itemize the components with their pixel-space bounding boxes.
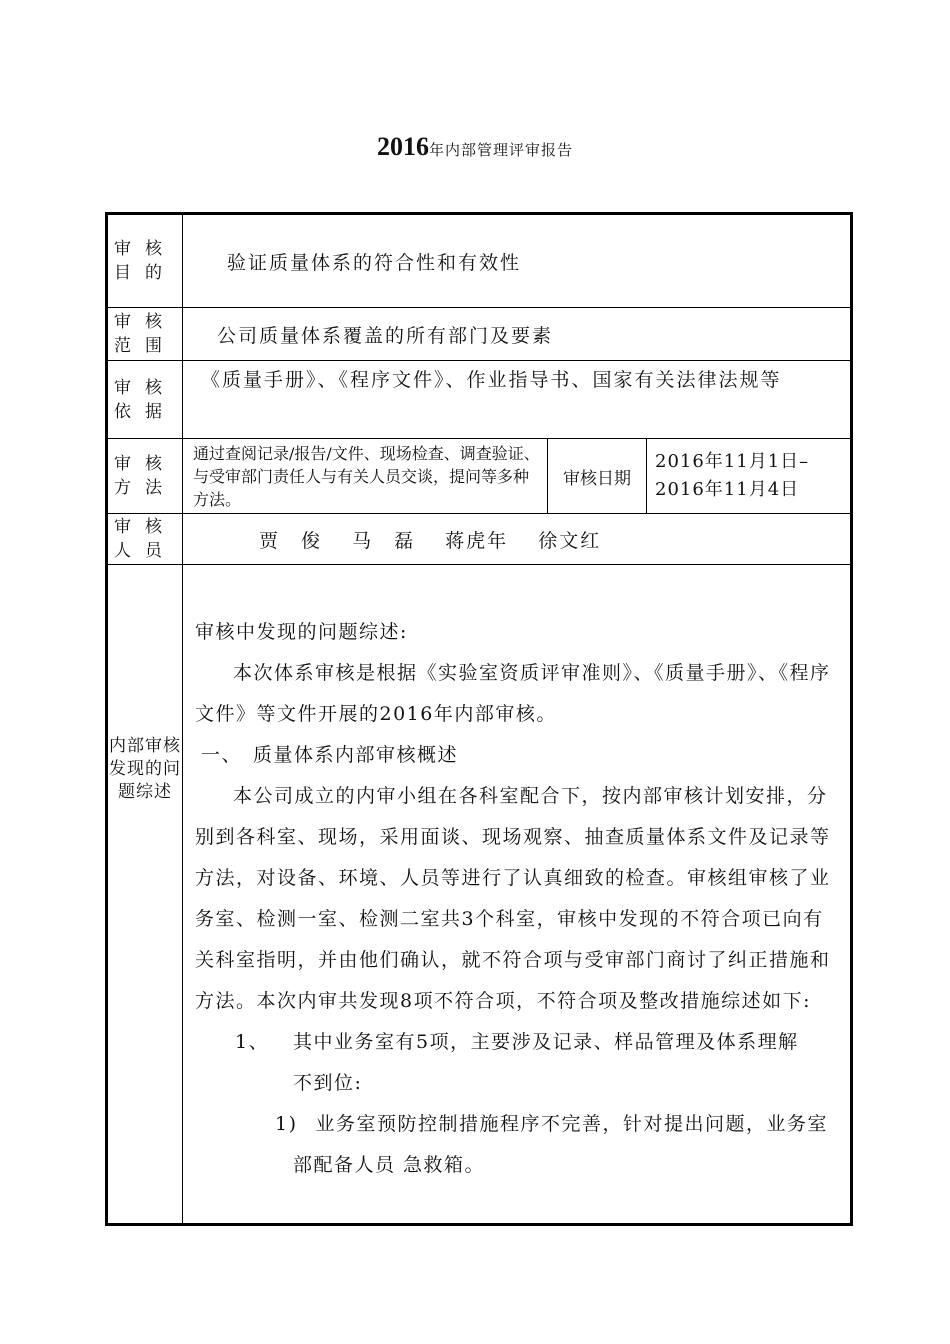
- item-number: 1、: [235, 1031, 270, 1053]
- label-basis: 审核依据: [107, 361, 183, 439]
- label-purpose: 审核目的: [107, 214, 183, 308]
- findings-item: [195, 1022, 844, 1063]
- row-findings: [107, 565, 852, 1225]
- title-text: 年内部管理评审报告: [428, 141, 573, 159]
- item-text: 其中业务室有5项，主要涉及记录、样品管理及体系理解: [293, 1031, 799, 1053]
- subitem-text: 业务室预防控制措施程序不完善，针对提出问题，业务室: [315, 1113, 829, 1135]
- auditor-name: 马 磊: [352, 529, 416, 552]
- value-scope: 公司质量体系覆盖的所有部门及要素: [183, 308, 852, 361]
- row-purpose: [107, 214, 852, 308]
- row-basis: [107, 361, 852, 439]
- findings-item-continuation: 不到位:: [293, 1072, 363, 1094]
- label-scope: 审核范围: [107, 308, 183, 361]
- row-people: [107, 514, 852, 565]
- value-date: [647, 439, 852, 514]
- label-people: 审核人员: [107, 514, 183, 565]
- findings-paragraph: 本公司成立的内审小组在各科室配合下，按内部审核计划安排，分别到各科室、现场，采用面谈、现场观察、抽查质量体系文件及记录等方法，对设备、环境、人员等进行了认真细致的检查。审核组审核了业务室、检测一室、检测二室共3个科室，审核中发现的不符合项已向有关科室指明，并由他们确认，就不符合项与受审部门商讨了纠正措施和方法。本次内审共发现8项不符合项，不符合项及整改措施综述如下:: [195, 785, 831, 1012]
- page-title: [0, 132, 950, 162]
- auditor-name: 徐文红: [538, 529, 602, 552]
- auditor-name: 贾 俊: [259, 529, 323, 552]
- findings-subitem-continuation: 部配备人员 急救箱。: [293, 1154, 486, 1176]
- findings-section-heading: 一、 质量体系内部审核概述: [201, 744, 459, 766]
- auditor-name: 蒋虎年: [445, 529, 509, 552]
- label-findings: 内部审核发现的问题综述: [107, 565, 183, 1225]
- label-method: 审核方法: [107, 439, 183, 514]
- findings-paragraph: 本次体系审核是根据《实验室资质评审准则》、《质量手册》、《程序文件》等文件开展的2016年内部审核。: [195, 662, 831, 725]
- row-scope: [107, 308, 852, 361]
- value-people: [183, 514, 852, 565]
- value-method: 通过查阅记录/报告/文件、现场检查、调查验证、与受审部门责任人与有关人员交谈，提问等多种方法。: [183, 439, 548, 514]
- findings-heading: 审核中发现的问题综述:: [195, 621, 408, 643]
- value-basis: 《质量手册》、《程序文件》、作业指导书、国家有关法律法规等: [183, 361, 852, 439]
- review-report-table: [105, 212, 853, 1226]
- label-date: 审核日期: [548, 439, 647, 514]
- row-method: [107, 439, 852, 514]
- date-end: 2016年11月4日: [655, 479, 800, 500]
- value-purpose: 验证质量体系的符合性和有效性: [183, 214, 852, 308]
- title-year: 2016: [376, 132, 429, 161]
- subitem-number: 1): [275, 1113, 298, 1135]
- date-start: 2016年11月1日–: [655, 451, 810, 472]
- value-findings: [183, 565, 852, 1225]
- findings-subitem: [195, 1104, 844, 1145]
